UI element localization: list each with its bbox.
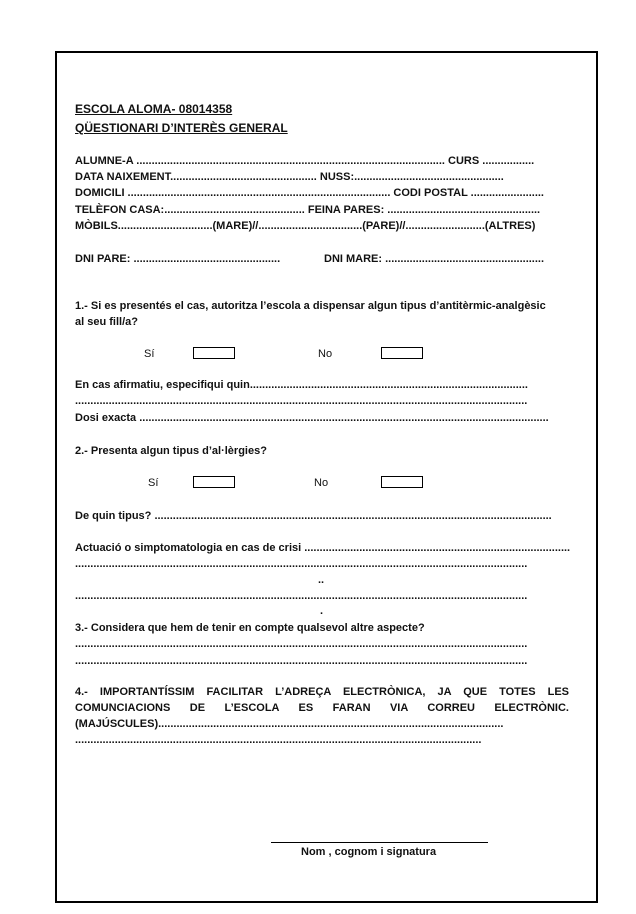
field-dni-pare[interactable]: DNI PARE: ................................................: [75, 253, 281, 265]
q4-email-field[interactable]: (MAJÚSCULES).................................................................................................................: [75, 718, 504, 730]
q1-dose[interactable]: Dosi exacta ......................................................................................................................................: [75, 412, 549, 424]
q2-type[interactable]: De quin tipus? ..................................................................................................................................: [75, 510, 552, 522]
q4-line2: COMUNCIACIONS DE L’ESCOLA ES FARAN VIA CORREU ELECTRÒNIC.: [75, 702, 569, 714]
q1-yes-box[interactable]: [193, 347, 235, 359]
q2-mid-dots2: .: [320, 605, 324, 617]
field-domicili-cp[interactable]: DOMICILI ...................................................................................... CODI POSTAL ........................: [75, 187, 544, 199]
q4-email-dots[interactable]: .....................................................................................................................................: [75, 734, 482, 746]
q1-line1: 1.- Si es presentés el cas, autoritza l’escola a dispensar algun tipus d’antitèrmic-analgèsic: [75, 300, 546, 312]
q3-title: 3.- Considera que hem de tenir en compte qualsevol altre aspecte?: [75, 622, 425, 634]
q2-mid-dots1: ..: [318, 574, 325, 586]
q1-line2: al seu fill/a?: [75, 316, 138, 328]
q2-yes-label: Sí: [148, 477, 159, 489]
q1-no-box[interactable]: [381, 347, 423, 359]
signature-label: Nom , cognom i signatura: [301, 846, 437, 858]
q2-dots2[interactable]: ....................................................................................................................................................: [75, 590, 528, 602]
field-mobils[interactable]: MÒBILS...............................(MARE)//..................................(PARE)//..........................(ALTRES): [75, 220, 536, 232]
q4-line1: 4.- IMPORTANTÍSSIM FACILITAR L’ADREÇA ELECTRÒNICA, JA QUE TOTES LES: [75, 686, 569, 698]
q2-no-label: No: [314, 477, 329, 489]
signature-line[interactable]: [271, 842, 488, 843]
q3-dots1[interactable]: ....................................................................................................................................................: [75, 638, 528, 650]
q2-crisis[interactable]: Actuació o simptomatologia en cas de crisi .......................................................................................: [75, 542, 571, 554]
q3-dots2[interactable]: ....................................................................................................................................................: [75, 655, 528, 667]
q2-yes-box[interactable]: [193, 476, 235, 488]
q1-specify[interactable]: En cas afirmatiu, especifiqui quin...........................................................................................: [75, 379, 528, 391]
q2-title: 2.- Presenta algun tipus d’al·lèrgies?: [75, 445, 267, 457]
q1-no-label: No: [318, 348, 333, 360]
q1-dots[interactable]: ....................................................................................................................................................: [75, 395, 528, 407]
form-title: QÜESTIONARI D’INTERÈS GENERAL: [75, 121, 288, 135]
field-dni-mare[interactable]: DNI MARE: ....................................................: [324, 253, 545, 265]
q1-yes-label: Sí: [144, 348, 155, 360]
school-name: ESCOLA ALOMA- 08014358: [75, 102, 233, 116]
q2-dots1[interactable]: ....................................................................................................................................................: [75, 558, 528, 570]
q2-no-box[interactable]: [381, 476, 423, 488]
field-alumne-curs[interactable]: ALUMNE-A ..................................................................................................... CURS .................: [75, 155, 535, 167]
field-data-nuss[interactable]: DATA NAIXEMENT................................................ NUSS:.................................................: [75, 171, 504, 183]
field-telefon-feina[interactable]: TELÈFON CASA:.............................................. FEINA PARES: ..................................................: [75, 204, 541, 216]
